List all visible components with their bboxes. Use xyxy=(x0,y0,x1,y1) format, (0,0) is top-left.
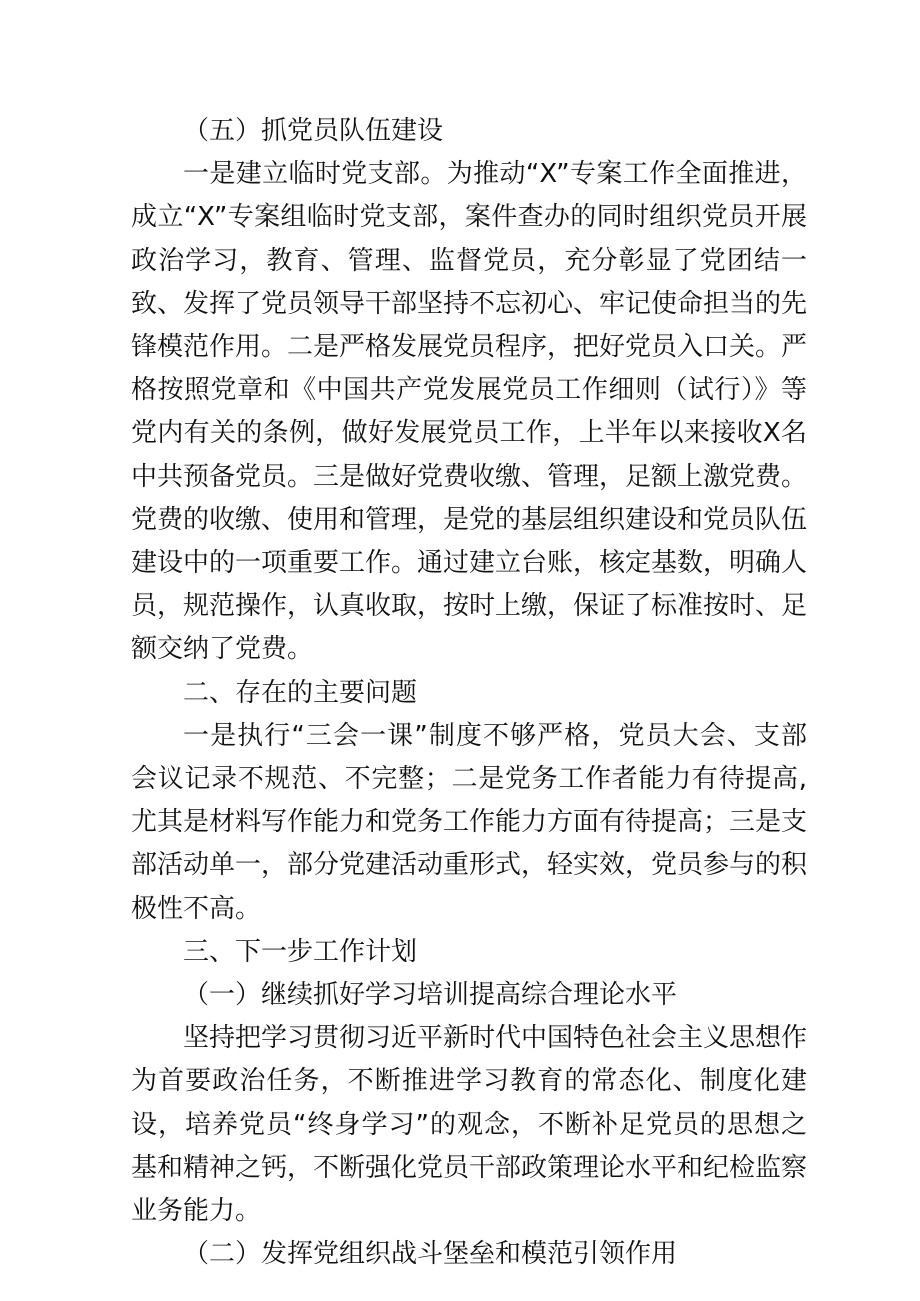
section-heading: 二、存在的主要问题 xyxy=(183,677,418,708)
subsection-heading: （一）继续抓好学习培训提高综合理论水平 xyxy=(183,980,678,1011)
subsection-heading: （二）发挥党组织战斗堡垒和模范引领作用 xyxy=(183,1239,678,1270)
body-paragraph: 一是建立临时党支部。为推动“X”专案工作全面推进，成立“X”专案组临时党支部，案件查办的同时组织党员开展政治学习，教育、管理、监督党员，充分彰显了党团结一致、发挥了党员领导干部坚持不忘初心、牢记使命担当的先锋模范作用。二是严格发展党员程序，把好党员入口关。严格按照党章和《中国共产党发展党员工作细则（试行）》等党内有关的条例，做好发展党员工作，上半年以来接收X名中共预备党员。三是做好党费收缴、管理，足额上激党费。党费的收缴、使用和管理，是党的基层组织建设和党员队伍建设中的一项重要工作。通过建立台账，核定基数，明确人员，规范操作，认真收取，按时上缴，保证了标准按时、足额交纳了党费。 xyxy=(131,159,808,665)
body-paragraph: 一是执行“三会一课”制度不够严格，党员大会、支部会议记录不规范、不完整；二是党务工作者能力有待提高,尤其是材料写作能力和党务工作能力方面有待提高；三是支部活动单一，部分党建活动重形式，轻实效，党员参与的积极性不高。 xyxy=(131,720,808,924)
section-heading: 三、下一步工作计划 xyxy=(183,936,418,967)
body-paragraph: 坚持把学习贯彻习近平新时代中国特色社会主义思想作为首要政治任务，不断推进学习教育的常态化、制度化建设，培养党员“终身学习”的观念，不断补足党员的思想之基和精神之钙，不断强化党员干部政策理论水平和纪检监察业务能力。 xyxy=(131,1023,808,1227)
section-heading: （五）抓党员队伍建设 xyxy=(183,116,444,146)
document-body xyxy=(131,110,807,1276)
